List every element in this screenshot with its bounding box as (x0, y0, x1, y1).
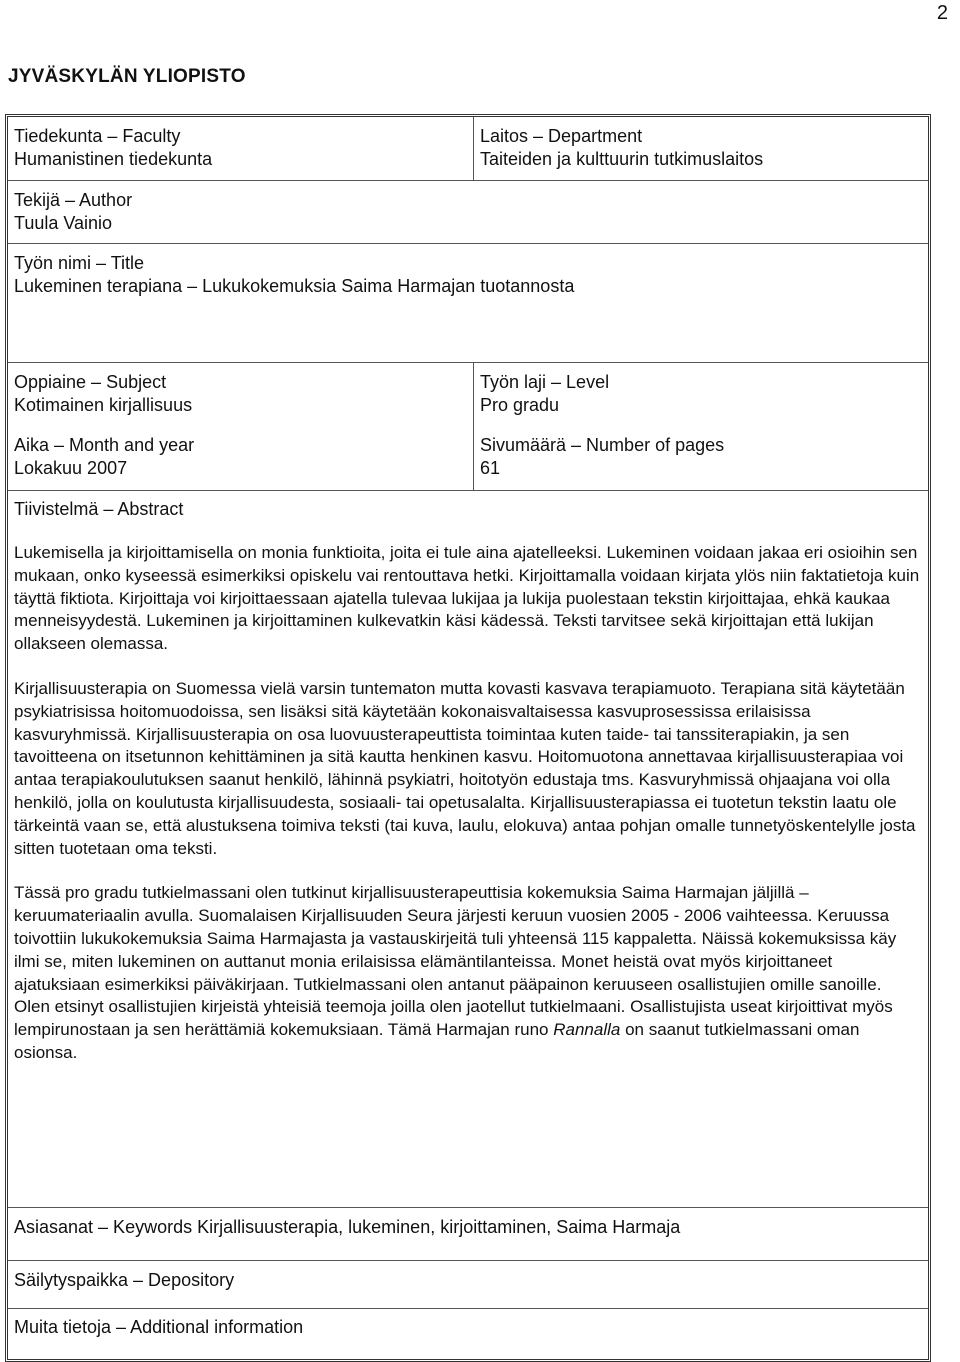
subject-label: Oppiaine – Subject (14, 372, 167, 392)
date-label: Aika – Month and year (14, 435, 195, 455)
date-cell (14, 434, 194, 480)
pages-label: Sivumäärä – Number of pages (480, 435, 725, 455)
pages-value: 61 (480, 458, 501, 478)
abstract-paragraph (14, 882, 920, 1064)
university-name: JYVÄSKYLÄN YLIOPISTO (8, 66, 246, 87)
abstract-text: on saanut tutkielmassani oman osionsa. (14, 1020, 860, 1062)
subject-cell (14, 371, 192, 417)
abstract-text: Tässä pro gradu tutkielmassani olen tutkinut kirjallisuusterapeuttisia kokemuksia Saima Harmajan jäljillä – keruumateriaalin avulla. Suomalaisen Kirjallisuuden Seura järjesti keruun vuosien 2005 - 2006 vaihteessa. Keruussa toivottiin lukukokemuksia Saima Harmajasta ja vastauskirjeitä tuli yhteensä 115 kappaletta. Näissä kokemuksissa käy ilmi se, miten lukeminen on auttanut monia erilaisissa elämäntilanteissa. Monet heistä ovat myös kirjoittaneet ajatuksiaan esimerkiksi päiväkirjaan. Tutkielmassani olen antanut pääpainon keruuseen osallistujien omille sanoille. Olen etsinyt osallistujien kirjeistä yhteisiä teemoja joilla olen jaotellut tutkielmaani. Osallistujista useat kirjoittivat myös lempirunostaan ja sen herättämiä kokemuksiaan. Tämä Harmajan runo (14, 883, 897, 1040)
department-cell (480, 125, 763, 171)
additional-info-label: Muita tietoja – Additional information (14, 1317, 304, 1337)
title-label: Työn nimi – Title (14, 253, 145, 273)
column-divider (473, 117, 474, 180)
keywords-line: Asiasanat – Keywords Kirjallisuusterapia, lukeminen, kirjoittaminen, Saima Harmaja (14, 1217, 681, 1237)
author-value: Tuula Vainio (14, 213, 113, 233)
title-cell (14, 252, 574, 298)
subject-value: Kotimainen kirjallisuus (14, 395, 193, 415)
abstract-label: Tiivistelmä – Abstract (14, 499, 184, 519)
faculty-label: Tiedekunta – Faculty (14, 126, 181, 146)
row-divider (8, 243, 928, 244)
row-divider (8, 362, 928, 363)
row-divider (8, 1260, 928, 1261)
author-label: Tekijä – Author (14, 190, 133, 210)
depository-label: Säilytyspaikka – Depository (14, 1270, 235, 1290)
department-value: Taiteiden ja kulttuurin tutkimuslaitos (480, 149, 764, 169)
faculty-cell (14, 125, 212, 171)
abstract-form (5, 114, 931, 1362)
abstract-body (14, 542, 920, 1065)
row-divider (8, 1207, 928, 1208)
page-number: 2 (936, 2, 948, 24)
date-value: Lokakuu 2007 (14, 458, 128, 478)
author-cell (14, 189, 132, 235)
row-divider (8, 180, 928, 181)
level-value: Pro gradu (480, 395, 560, 415)
title-value: Lukeminen terapiana – Lukukokemuksia Saima Harmajan tuotannosta (14, 276, 575, 296)
poem-title: Rannalla (553, 1020, 621, 1040)
level-label: Työn laji – Level (480, 372, 610, 392)
pages-cell (480, 434, 724, 480)
abstract-paragraph: Kirjallisuusterapia on Suomessa vielä varsin tuntematon mutta kovasti kasvava terapiamuoto. Terapiana sitä käytetään psykiatrisissa hoitomuodoissa, sen lisäksi sitä käytetään kokonaisvaltaisessa kasvuprosessissa erilaisissa kasvuryhmissä. Kirjallisuusterapia on osa luovuusterapeuttista toimintaa kuten taide- tai tanssiterapiakin, ja sen tavoitteena on itsetunnon kehittäminen ja sitä kautta henkinen kasvu. Hoitomuotona annettavaa kirjallisuusterapiaa voi antaa terapiakoulutuksen saanut henkilö, lähinnä psykiatri, hoitotyön edustaja tms. Kasvuryhmissä ohjaajana voi olla henkilö, jolla on koulutusta kirjallisuudesta, sosiaali- tai opetusalalta. Kirjallisuusterapiassa ei tuotetun tekstin laatu ole tärkeintä vaan se, että alustuksena toimiva teksti (tai kuva, laulu, elokuva) antaa pohjan omalle tunnetyöskentelylle josta sitten tuotetaan oma teksti. (14, 678, 916, 858)
level-cell (480, 371, 609, 417)
abstract-paragraph: Lukemisella ja kirjoittamisella on monia funktioita, joita ei tule aina ajatelleeksi. Lukeminen voidaan jakaa eri osioihin sen mukaan, onko kyseessä esimerkiksi opiskelu vai rentouttava hetki. Kirjoittamalla voidaan kirjata ylös niin faktatietoja kuin täyttä fiktiota. Kirjoittaja voi kirjoittaessaan ajatella tulevaa lukijaa ja lukija puolestaan tekstin kirjoittajaa, ehkä kaukaa menneisyydestä. Lukeminen ja kirjoittaminen kulkevatkin käsi kädessä. Teksti tarvitsee sekä kirjoittajan että lukijan ollakseen olemassa. (14, 543, 920, 654)
faculty-value: Humanistinen tiedekunta (14, 149, 213, 169)
column-divider (473, 362, 474, 490)
row-divider (8, 1308, 928, 1309)
row-divider (8, 490, 928, 491)
department-label: Laitos – Department (480, 126, 643, 146)
